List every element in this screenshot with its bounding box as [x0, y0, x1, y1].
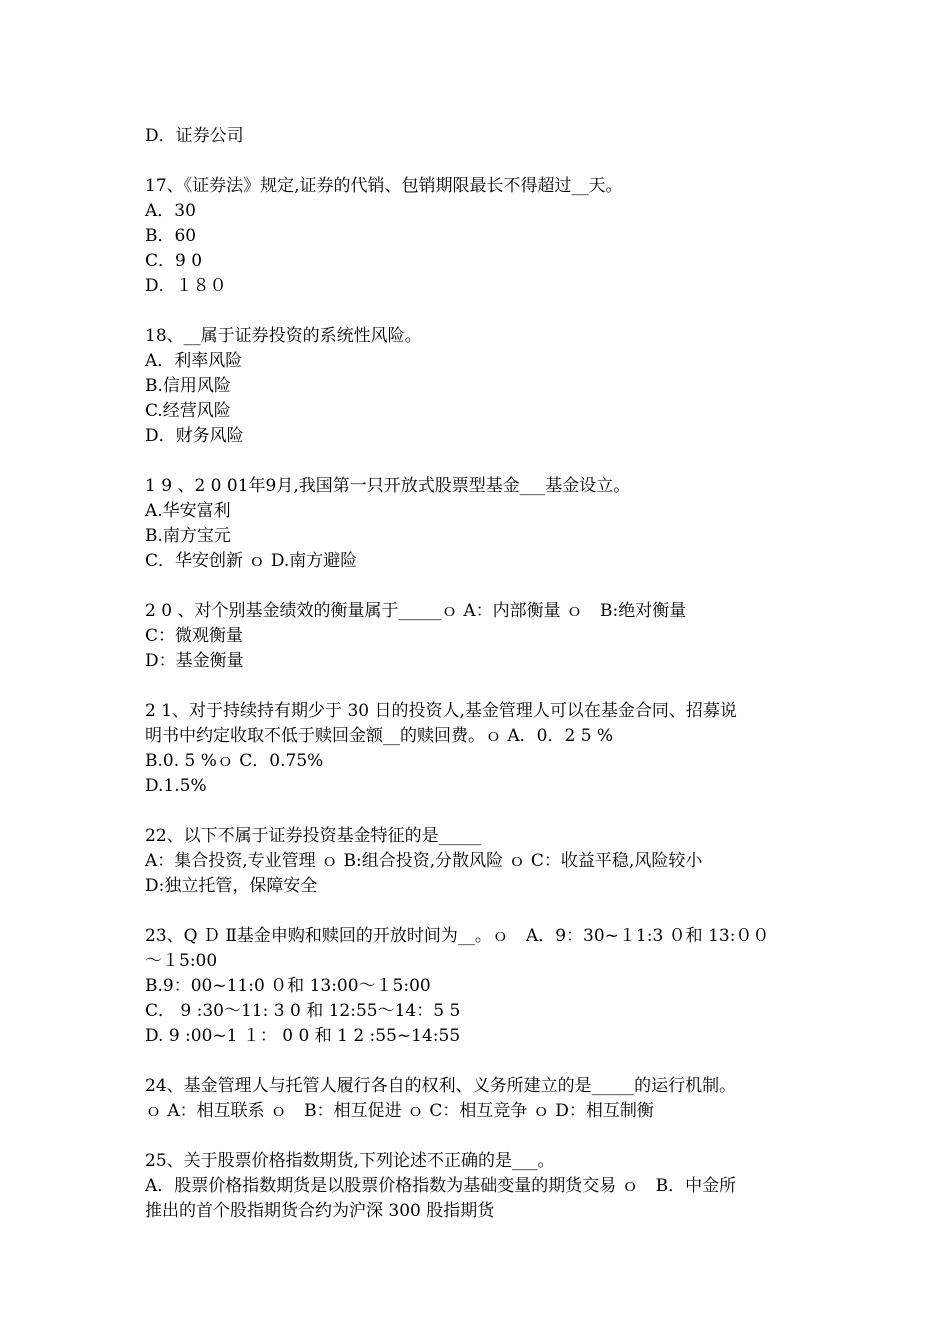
question-block — [145, 1074, 815, 1124]
question-block — [145, 699, 815, 799]
text-line: D. 9 :00~1 １： 0 0 和 1 2 :55~14:55 — [145, 1026, 461, 1046]
question-block — [145, 474, 815, 574]
question-block — [145, 174, 815, 299]
answer-option-block — [145, 124, 815, 149]
text-line: 推出的首个股指期货合约为沪深 300 股指期货 — [145, 1201, 495, 1221]
text-line: 明书中约定收取不低于赎回金额__的赎回费。ｏ A．0．2 5 % — [145, 726, 614, 746]
text-line: C． 9 :30～11: 3 0 和 12:55～14：5 5 — [145, 1001, 461, 1021]
paragraph-gap — [145, 574, 815, 599]
question-block — [145, 324, 815, 449]
paragraph-gap — [145, 674, 815, 699]
question-text: 23、Q Ｄ Ⅱ基金申购和赎回的开放时间为__。ｏ A．9：30~１1:3 ０和 13:００ — [145, 926, 770, 946]
text-line: D:独立托管，保障安全 — [145, 876, 318, 896]
text-line: ｏ A：相互联系 ｏ B：相互促进 ｏ C：相互竞争 ｏ D：相互制衡 — [145, 1101, 654, 1121]
text-line: B.南方宝元 — [145, 526, 231, 546]
question-block — [145, 924, 815, 1049]
question-text: 25、关于股票价格指数期货,下列论述不正确的是___。 — [145, 1151, 555, 1171]
question-text: 22、以下不属于证券投资基金特征的是_____ — [145, 826, 482, 846]
text-line: D．财务风险 — [145, 426, 244, 446]
question-text: 17、《证券法》规定,证券的代销、包销期限最长不得超过__天。 — [145, 176, 623, 196]
text-line: D．证券公司 — [145, 126, 244, 146]
question-text: 18、__属于证券投资的系统性风险。 — [145, 326, 422, 346]
text-line: C．9 0 — [145, 251, 203, 271]
text-line: C．华安创新 ｏ D.南方避险 — [145, 551, 358, 571]
text-line: B.9：00~11:0 ０和 13:00～１5:00 — [145, 976, 431, 996]
text-line: A：集合投资,专业管理 ｏ B:组合投资,分散风险 ｏ C：收益平稳,风险较小 — [145, 851, 703, 871]
question-block — [145, 824, 815, 899]
text-line: A.华安富利 — [145, 501, 231, 521]
document-body — [145, 124, 815, 1224]
paragraph-gap — [145, 799, 815, 824]
paragraph-gap — [145, 899, 815, 924]
paragraph-gap — [145, 299, 815, 324]
paragraph-gap — [145, 1049, 815, 1074]
text-line: A．利率风险 — [145, 351, 243, 371]
text-line: A．30 — [145, 201, 196, 221]
text-line: A．股票价格指数期货是以股票价格指数为基础变量的期货交易 ｏ B．中金所 — [145, 1176, 737, 1196]
text-line: D.1.5% — [145, 776, 207, 796]
question-text: 2 1、对于持续持有期少于 30 日的投资人,基金管理人可以在基金合同、招募说 — [145, 701, 737, 721]
question-text: 2 0 、对个别基金绩效的衡量属于_____ｏ A：内部衡量 ｏ B:绝对衡量 — [145, 601, 687, 621]
text-line: B.0. 5 %ｏ C．0.75% — [145, 751, 324, 771]
paragraph-gap — [145, 1124, 815, 1149]
question-text: 24、基金管理人与托管人履行各自的权利、义务所建立的是_____的运行机制。 — [145, 1076, 737, 1096]
question-text: 1 9 、2 0 01年9月,我国第一只开放式股票型基金___基金设立。 — [145, 476, 631, 496]
paragraph-gap — [145, 449, 815, 474]
text-line: ～１5:00 — [145, 951, 218, 971]
text-line: D．１８０ — [145, 276, 227, 296]
text-line: C：微观衡量 — [145, 626, 244, 646]
text-line: B.信用风险 — [145, 376, 231, 396]
question-block — [145, 1149, 815, 1224]
text-line: B．60 — [145, 226, 197, 246]
text-line: C.经营风险 — [145, 401, 231, 421]
question-block — [145, 599, 815, 674]
text-line: D：基金衡量 — [145, 651, 244, 671]
paragraph-gap — [145, 149, 815, 174]
